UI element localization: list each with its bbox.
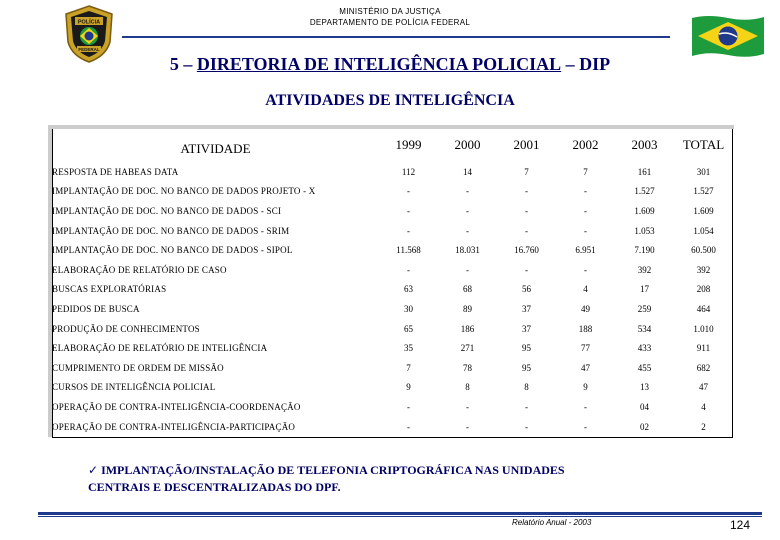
value-cell: 188 bbox=[578, 323, 593, 334]
value-cell: 17 bbox=[640, 284, 649, 295]
activity-cell: ELABORAÇÃO DE RELATÓRIO DE CASO bbox=[52, 264, 227, 275]
value-cell: - bbox=[466, 186, 469, 197]
value-cell: 02 bbox=[640, 421, 649, 432]
value-cell: - bbox=[525, 205, 528, 216]
value-cell: 11.568 bbox=[396, 245, 421, 256]
value-cell: - bbox=[407, 421, 410, 432]
value-cell: 1.609 bbox=[634, 205, 655, 216]
value-cell: 30 bbox=[404, 303, 413, 314]
activity-cell: IMPLANTAÇÃO DE DOC. NO BANCO DE DADOS - SRIM bbox=[52, 225, 290, 236]
value-cell: 112 bbox=[401, 166, 416, 177]
bullet-line-2: CENTRAIS E DESCENTRALIZADAS DO DPF. bbox=[88, 480, 341, 494]
value-cell: 95 bbox=[522, 343, 531, 354]
activity-cell: OPERAÇÃO DE CONTRA-INTELIGÊNCIA-COORDENAÇÃO bbox=[52, 401, 301, 412]
activity-cell: PEDIDOS DE BUSCA bbox=[52, 303, 140, 314]
value-cell: 35 bbox=[404, 343, 413, 354]
footer-report-label: Relatório Anual - 2003 bbox=[512, 518, 592, 527]
activity-cell: OPERAÇÃO DE CONTRA-INTELIGÊNCIA-PARTICIPAÇÃO bbox=[52, 421, 296, 432]
value-cell: 2 bbox=[701, 421, 706, 432]
value-cell: 63 bbox=[404, 284, 413, 295]
value-cell: - bbox=[525, 186, 528, 197]
value-cell: 04 bbox=[640, 401, 649, 412]
checkmark-icon: ✓ bbox=[88, 463, 99, 477]
value-cell: 464 bbox=[696, 303, 711, 314]
value-cell: - bbox=[466, 421, 469, 432]
value-cell: - bbox=[525, 401, 528, 412]
activity-cell: PRODUÇÃO DE CONHECIMENTOS bbox=[52, 323, 200, 334]
col-header-total: TOTAL bbox=[682, 137, 725, 152]
table-row bbox=[52, 201, 733, 221]
value-cell: 65 bbox=[404, 323, 413, 334]
value-cell: - bbox=[584, 421, 587, 432]
value-cell: 455 bbox=[637, 362, 652, 373]
activity-cell: CUMPRIMENTO DE ORDEM DE MISSÃO bbox=[52, 362, 224, 373]
value-cell: - bbox=[584, 186, 587, 197]
activity-cell: RESPOSTA DE HABEAS DATA bbox=[52, 166, 179, 177]
bullet-line-1: IMPLANTAÇÃO/INSTALAÇÃO DE TELEFONIA CRIPTOGRÁFICA NAS UNIDADES bbox=[101, 463, 565, 477]
value-cell: 1.527 bbox=[634, 186, 655, 197]
value-cell: 7.190 bbox=[634, 245, 655, 256]
col-header-2001: 2001 bbox=[513, 137, 540, 152]
value-cell: 78 bbox=[463, 362, 472, 373]
table-row bbox=[52, 417, 733, 437]
page-title: 5 – DIRETORIA DE INTELIGÊNCIA POLICIAL – DIP bbox=[169, 54, 611, 74]
value-cell: 47 bbox=[581, 362, 590, 373]
footer-rule bbox=[38, 512, 762, 515]
ministry-name: MINISTÉRIO DA JUSTIÇA bbox=[339, 7, 441, 16]
value-cell: - bbox=[584, 205, 587, 216]
value-cell: 1.609 bbox=[693, 205, 714, 216]
value-cell: 14 bbox=[463, 166, 472, 177]
value-cell: - bbox=[466, 401, 469, 412]
value-cell: - bbox=[525, 421, 528, 432]
value-cell: 89 bbox=[463, 303, 472, 314]
value-cell: - bbox=[584, 225, 587, 236]
value-cell: 47 bbox=[699, 382, 708, 393]
table-row bbox=[52, 358, 733, 378]
col-header-2002: 2002 bbox=[572, 137, 599, 152]
table-row bbox=[52, 260, 733, 280]
activity-cell: IMPLANTAÇÃO DE DOC. NO BANCO DE DADOS PROJETO - X bbox=[52, 186, 316, 197]
badge-bottom-text: FEDERAL bbox=[78, 47, 100, 52]
value-cell: 392 bbox=[637, 264, 652, 275]
section-subtitle: ATIVIDADES DE INTELIGÊNCIA bbox=[265, 92, 515, 109]
value-cell: 77 bbox=[581, 343, 590, 354]
table-row bbox=[52, 378, 733, 398]
value-cell: 4 bbox=[701, 401, 706, 412]
table-row bbox=[52, 338, 733, 358]
footer-rule-thin bbox=[38, 516, 762, 517]
value-cell: 7 bbox=[583, 166, 588, 177]
title-underlined: DIRETORIA DE INTELIGÊNCIA POLICIAL bbox=[196, 54, 562, 74]
header-rule bbox=[122, 36, 670, 38]
value-cell: 186 bbox=[460, 323, 475, 334]
col-header-2003: 2003 bbox=[631, 137, 658, 152]
value-cell: - bbox=[525, 264, 528, 275]
table-header-row bbox=[52, 128, 733, 162]
value-cell: 37 bbox=[522, 303, 531, 314]
col-header-2000: 2000 bbox=[454, 137, 481, 152]
table-row bbox=[52, 240, 733, 260]
table-row bbox=[52, 221, 733, 241]
value-cell: 7 bbox=[524, 166, 529, 177]
value-cell: 13 bbox=[640, 382, 649, 393]
value-cell: 1.053 bbox=[634, 225, 655, 236]
col-header-activity: ATIVIDADE bbox=[180, 141, 251, 156]
bullet-note bbox=[88, 462, 565, 496]
col-header-1999: 1999 bbox=[395, 137, 422, 152]
value-cell: 7 bbox=[406, 362, 411, 373]
value-cell: 6.951 bbox=[575, 245, 596, 256]
value-cell: 56 bbox=[522, 284, 531, 295]
value-cell: 95 bbox=[522, 362, 531, 373]
table-row bbox=[52, 397, 733, 417]
value-cell: - bbox=[584, 264, 587, 275]
value-cell: - bbox=[407, 225, 410, 236]
value-cell: 18.031 bbox=[455, 245, 480, 256]
table-row bbox=[52, 182, 733, 202]
activity-cell: ELABORAÇÃO DE RELATÓRIO DE INTELIGÊNCIA bbox=[52, 343, 268, 354]
value-cell: 16.760 bbox=[514, 245, 539, 256]
value-cell: 534 bbox=[637, 323, 652, 334]
value-cell: - bbox=[407, 401, 410, 412]
department-name: DEPARTAMENTO DE POLÍCIA FEDERAL bbox=[309, 18, 471, 27]
badge-top-text: POLÍCIA bbox=[77, 19, 101, 26]
table-row bbox=[52, 280, 733, 300]
value-cell: - bbox=[407, 186, 410, 197]
activity-cell: IMPLANTAÇÃO DE DOC. NO BANCO DE DADOS - SCI bbox=[52, 205, 282, 216]
value-cell: 433 bbox=[637, 343, 652, 354]
activity-cell: CURSOS DE INTELIGÊNCIA POLICIAL bbox=[52, 382, 216, 393]
value-cell: 37 bbox=[522, 323, 531, 334]
value-cell: 9 bbox=[583, 382, 588, 393]
activity-cell: IMPLANTAÇÃO DE DOC. NO BANCO DE DADOS - SIPOL bbox=[52, 245, 293, 256]
activities-table bbox=[52, 128, 733, 436]
table-row bbox=[52, 319, 733, 339]
value-cell: - bbox=[525, 225, 528, 236]
value-cell: 4 bbox=[583, 284, 588, 295]
value-cell: 271 bbox=[460, 343, 475, 354]
value-cell: 208 bbox=[696, 284, 711, 295]
value-cell: 1.054 bbox=[693, 225, 714, 236]
page-number: 124 bbox=[730, 518, 751, 532]
table-row bbox=[52, 299, 733, 319]
header-block bbox=[250, 6, 530, 28]
value-cell: - bbox=[407, 264, 410, 275]
value-cell: 68 bbox=[463, 284, 472, 295]
value-cell: 8 bbox=[465, 382, 470, 393]
value-cell: 911 bbox=[696, 343, 711, 354]
value-cell: - bbox=[466, 205, 469, 216]
value-cell: 49 bbox=[581, 303, 590, 314]
table-body bbox=[52, 162, 733, 436]
table-row bbox=[52, 162, 733, 182]
value-cell: - bbox=[466, 225, 469, 236]
value-cell: 682 bbox=[696, 362, 711, 373]
value-cell: 161 bbox=[637, 166, 652, 177]
value-cell: - bbox=[584, 401, 587, 412]
value-cell: 259 bbox=[637, 303, 652, 314]
value-cell: 301 bbox=[696, 166, 711, 177]
value-cell: 60.500 bbox=[691, 245, 716, 256]
value-cell: 9 bbox=[406, 382, 411, 393]
value-cell: 1.527 bbox=[693, 186, 714, 197]
value-cell: 392 bbox=[696, 264, 711, 275]
activity-cell: BUSCAS EXPLORATÓRIAS bbox=[52, 284, 167, 295]
value-cell: 1.010 bbox=[693, 323, 714, 334]
value-cell: - bbox=[466, 264, 469, 275]
value-cell: - bbox=[407, 205, 410, 216]
value-cell: 8 bbox=[524, 382, 529, 393]
